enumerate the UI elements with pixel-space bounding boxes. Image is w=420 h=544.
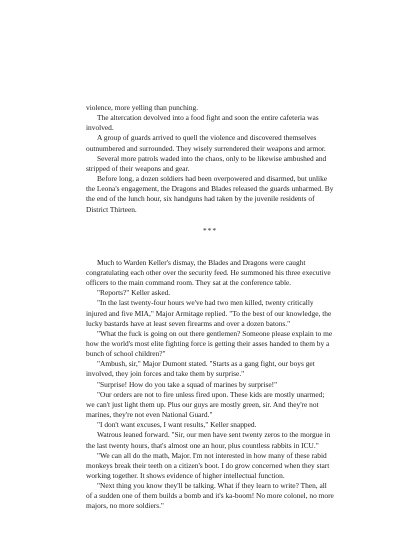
paragraph: Much to Warden Keller's dismay, the Blades and Dragons were caught congratulating each other over the security feed. He summoned his three executive officers to the main command room. They sat at the conference table. — [86, 257, 331, 288]
paragraph: "We can all do the math, Major. I'm not interested in how many of these rabid monkeys break their teeth on a citizen's boot. I do grow concerned when they start working together. It shows evidence of higher intellectual function. — [86, 450, 330, 480]
paragraph: Before long, a dozen soldiers had been overpowered and disarmed, but unlike the Leona's engagement, the Dragons and Blades released the guards unharmed. By the end of the lunch hour, six handguns had taken by the juvenile residents of District Thirteen. — [86, 174, 334, 214]
paragraph: "I don't want excuses, I want results," Keller snapped. — [97, 420, 257, 430]
paragraph: "Ambush, sir," Major Dumont stated. "Starts as a gang fight, our boys get involved, they join forces and take them by surprise." — [86, 359, 315, 379]
paragraph: "Next thing you know they'll be talking. What if they learn to write? Then, all of a sudden one of them builds a bomb and it's ka-boom! No more colonel, no more majors, no more soldiers." — [86, 481, 334, 511]
scene-break: *** — [202, 225, 218, 235]
paragraph: "Reports?" Keller asked. — [97, 288, 171, 298]
paragraph: "What the fuck is going on out there gentlemen? Someone please explain to me how the world's most elite fighting force is getting their asses handed to them by a bunch of school children?" — [86, 328, 333, 359]
paragraph: The altercation devolved into a food fight and soon the entire cafeteria was involved. — [86, 113, 319, 133]
section-two — [86, 258, 334, 512]
paragraph: "Our orders are not to fire unless fired upon. These kids are mostly unarmed; we can't just light them up. Plus our guys are mostly green, sir. And they're not marines, they're not even National Guard." — [86, 389, 325, 420]
paragraph: "In the last twenty-four hours we've had two men killed, twenty critically injured and five MIA," Major Armitage replied. "To the best of our knowledge, the lucky bastards have at least seven firearms and over a dozen batons." — [86, 298, 332, 328]
paragraph: A group of guards arrived to quell the violence and discovered themselves outnumbered and surrounded. They wisely surrendered their weapons and armor. — [86, 133, 326, 153]
section-one — [86, 103, 334, 215]
paragraph: "Surprise! How do you take a squad of marines by surprise!" — [97, 379, 278, 389]
paragraph: Watrous leaned forward. "Sir, our men have sent twenty zeros to the morgue in the last twenty hours, that's almost one an hour, plus countless rabbits in ICU." — [86, 430, 331, 450]
paragraph: Several more patrols waded into the chaos, only to be likewise ambushed and stripped of their weapons and gear. — [86, 153, 327, 173]
paragraph: violence, more yelling than punching. — [86, 103, 199, 112]
